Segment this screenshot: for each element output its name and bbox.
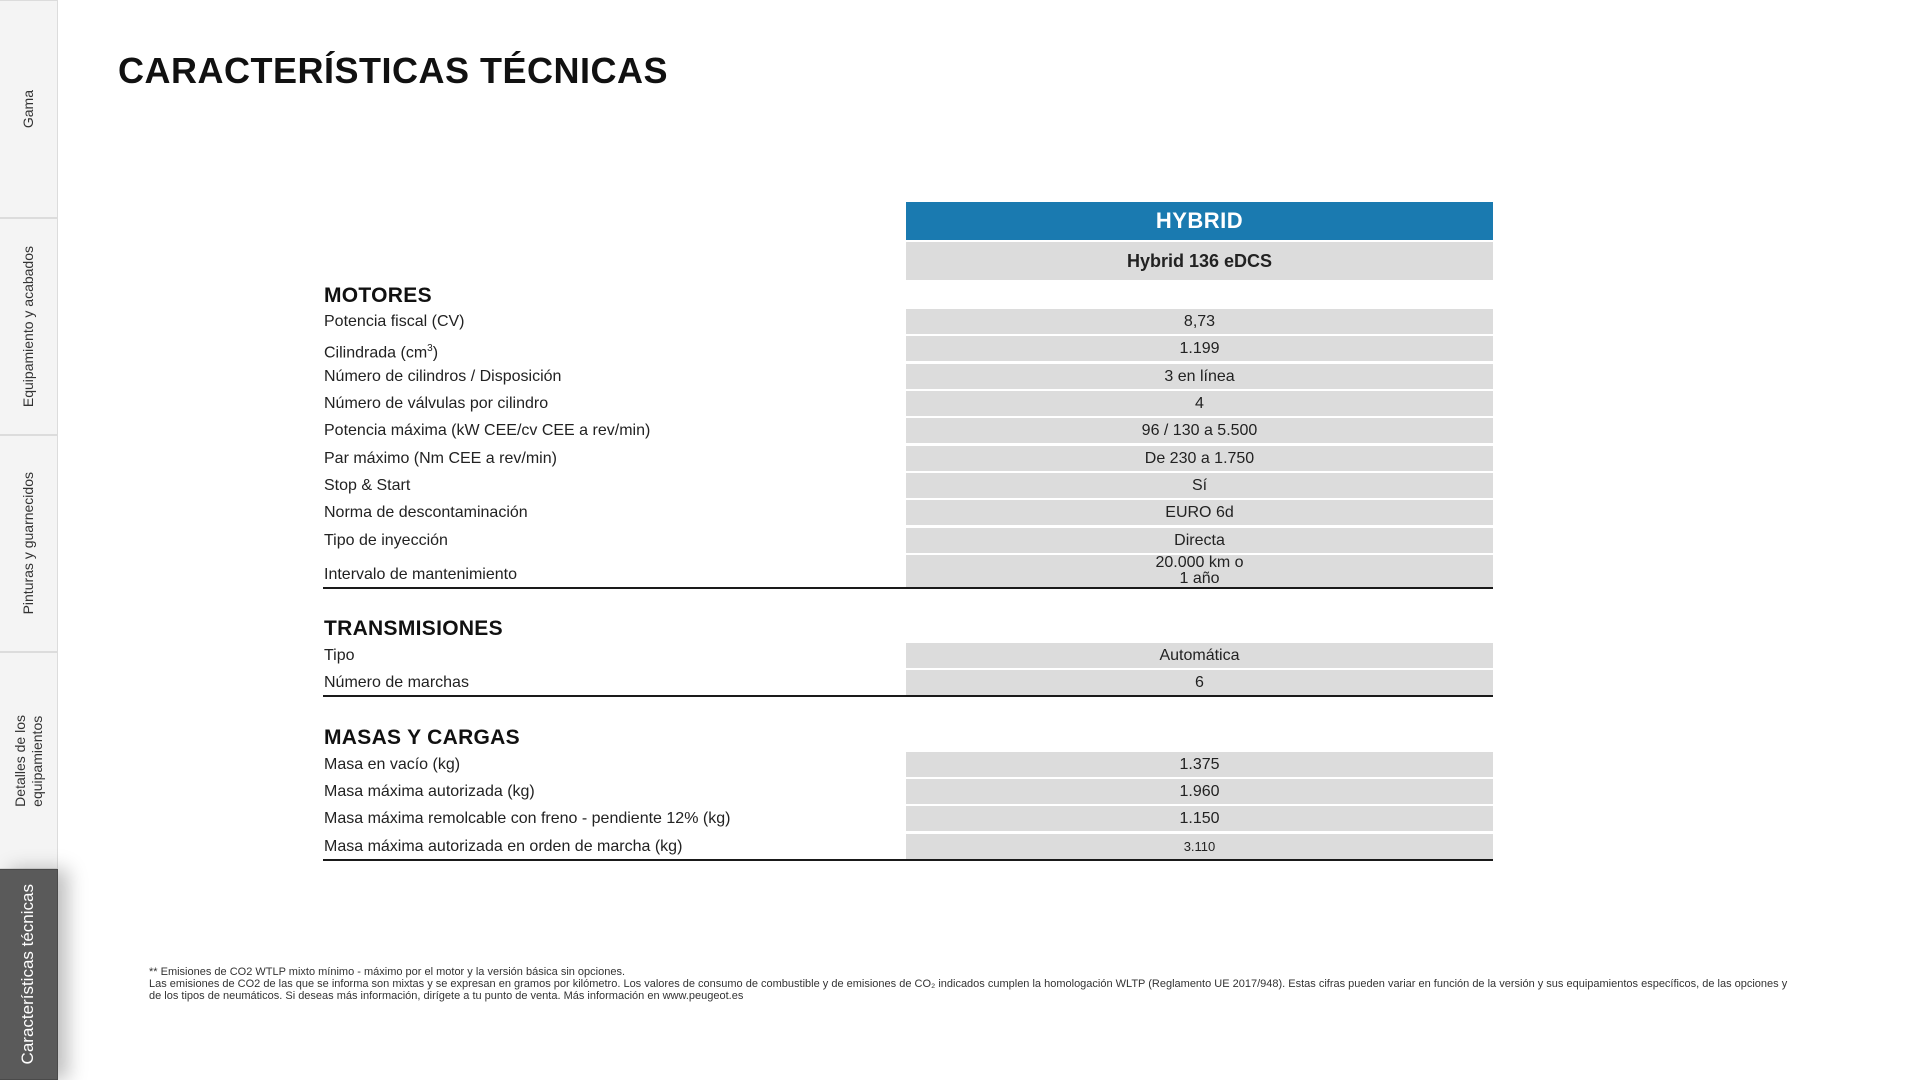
row-label: Masa máxima autorizada (kg) <box>324 783 535 800</box>
row-label: Par máximo (Nm CEE a rev/min) <box>324 450 557 467</box>
table-row <box>323 500 1493 525</box>
table-row <box>323 473 1493 498</box>
row-value: 1.199 <box>906 336 1493 361</box>
row-label: Número de cilindros / Disposición <box>324 368 562 385</box>
tab-detalles-de-los-equipamientos[interactable] <box>0 652 58 869</box>
tab-label: Características técnicas <box>18 884 38 1065</box>
section-divider <box>323 587 1493 589</box>
table-row <box>323 752 1493 777</box>
footnote-line: ** Emisiones de CO2 WTLP mixto mínimo - máximo por el motor y la versión básica sin opciones. <box>149 966 626 978</box>
tab-caracteristicas-tecnicas[interactable] <box>0 869 58 1080</box>
row-value: 4 <box>906 391 1493 416</box>
row-label: Masa máxima autorizada en orden de marcha (kg) <box>324 838 683 855</box>
row-value: 8,73 <box>906 309 1493 334</box>
row-value: 1.960 <box>906 779 1493 804</box>
column-header-version: Hybrid 136 eDCS <box>906 242 1493 280</box>
page-title: CARACTERÍSTICAS TÉCNICAS <box>118 50 669 91</box>
tab-equipamiento-y-acabados[interactable] <box>0 218 58 435</box>
table-row <box>323 418 1493 443</box>
tab-label: Equipamiento y acabados <box>20 245 37 408</box>
section-title-transmisiones: TRANSMISIONES <box>324 617 503 640</box>
row-label: Potencia máxima (kW CEE/cv CEE a rev/min) <box>324 422 651 439</box>
tab-label: Pinturas y guarnecidos <box>20 472 37 615</box>
table-row <box>323 391 1493 416</box>
row-label: Stop & Start <box>324 477 411 494</box>
table-row <box>323 779 1493 804</box>
row-label: Número de válvulas por cilindro <box>324 395 549 412</box>
row-value: 20.000 km o 1 año <box>906 555 1493 587</box>
table-row <box>323 834 1493 859</box>
tab-pinturas-y-guarnecidos[interactable] <box>0 435 58 652</box>
row-value: Directa <box>906 528 1493 553</box>
section-title-motores: MOTORES <box>324 284 432 307</box>
row-value: 3.110 <box>906 834 1493 859</box>
row-value: 3 en línea <box>906 364 1493 389</box>
table-row <box>323 806 1493 831</box>
section-divider <box>323 859 1493 861</box>
sidebar-nav <box>0 0 58 1080</box>
footnote-line: Las emisiones de CO2 de las que se informa son mixtas y se expresan en gramos por kilómetro. Los valores de consumo de combustible y de emisiones de CO₂ indicados cumplen la homologación WLTP (Reglamento UE 2017/948). Estas cifras pueden variar en función de la versión y sus equipamientos específicos, de las opciones y de los tipos de neumáticos. Si deseas más información, dirígete a tu punto de venta. Más información en www.peugeot.es <box>149 978 1788 1002</box>
row-value: 6 <box>906 670 1493 695</box>
row-label: Cilindrada $(cm^3)$ <box>324 343 439 362</box>
tab-gama[interactable] <box>0 0 58 218</box>
tab-label: Detalles de los equipamientos <box>11 714 45 807</box>
row-label: Intervalo de mantenimiento <box>324 566 517 583</box>
table-row <box>323 364 1493 389</box>
row-label: Masa en vacío (kg) <box>324 756 461 773</box>
row-label: Potencia fiscal (CV) <box>324 313 465 330</box>
row-value: EURO 6d <box>906 500 1493 525</box>
table-row <box>323 528 1493 553</box>
section-title-masas-y-cargas: MASAS Y CARGAS <box>324 726 520 749</box>
row-value: De 230 a 1.750 <box>906 446 1493 471</box>
section-divider <box>323 695 1493 697</box>
tab-label: Gama <box>20 89 37 129</box>
row-label: Norma de descontaminación <box>324 504 528 521</box>
row-label: Masa máxima remolcable con freno - pendiente 12% (kg) <box>324 810 731 827</box>
table-row <box>323 555 1493 587</box>
table-row <box>323 670 1493 695</box>
footnote <box>149 966 1789 1002</box>
row-label: Tipo de inyección <box>324 532 448 549</box>
table-row <box>323 336 1493 361</box>
row-label: Tipo <box>324 647 355 664</box>
table-row <box>323 643 1493 668</box>
row-value: 1.150 <box>906 806 1493 831</box>
row-value: 96 / 130 a 5.500 <box>906 418 1493 443</box>
row-value: 1.375 <box>906 752 1493 777</box>
row-value: Automática <box>906 643 1493 668</box>
table-row <box>323 446 1493 471</box>
column-header-hybrid: HYBRID <box>906 202 1493 240</box>
row-value: Sí <box>906 473 1493 498</box>
row-label: Número de marchas <box>324 674 469 691</box>
table-row <box>323 309 1493 334</box>
